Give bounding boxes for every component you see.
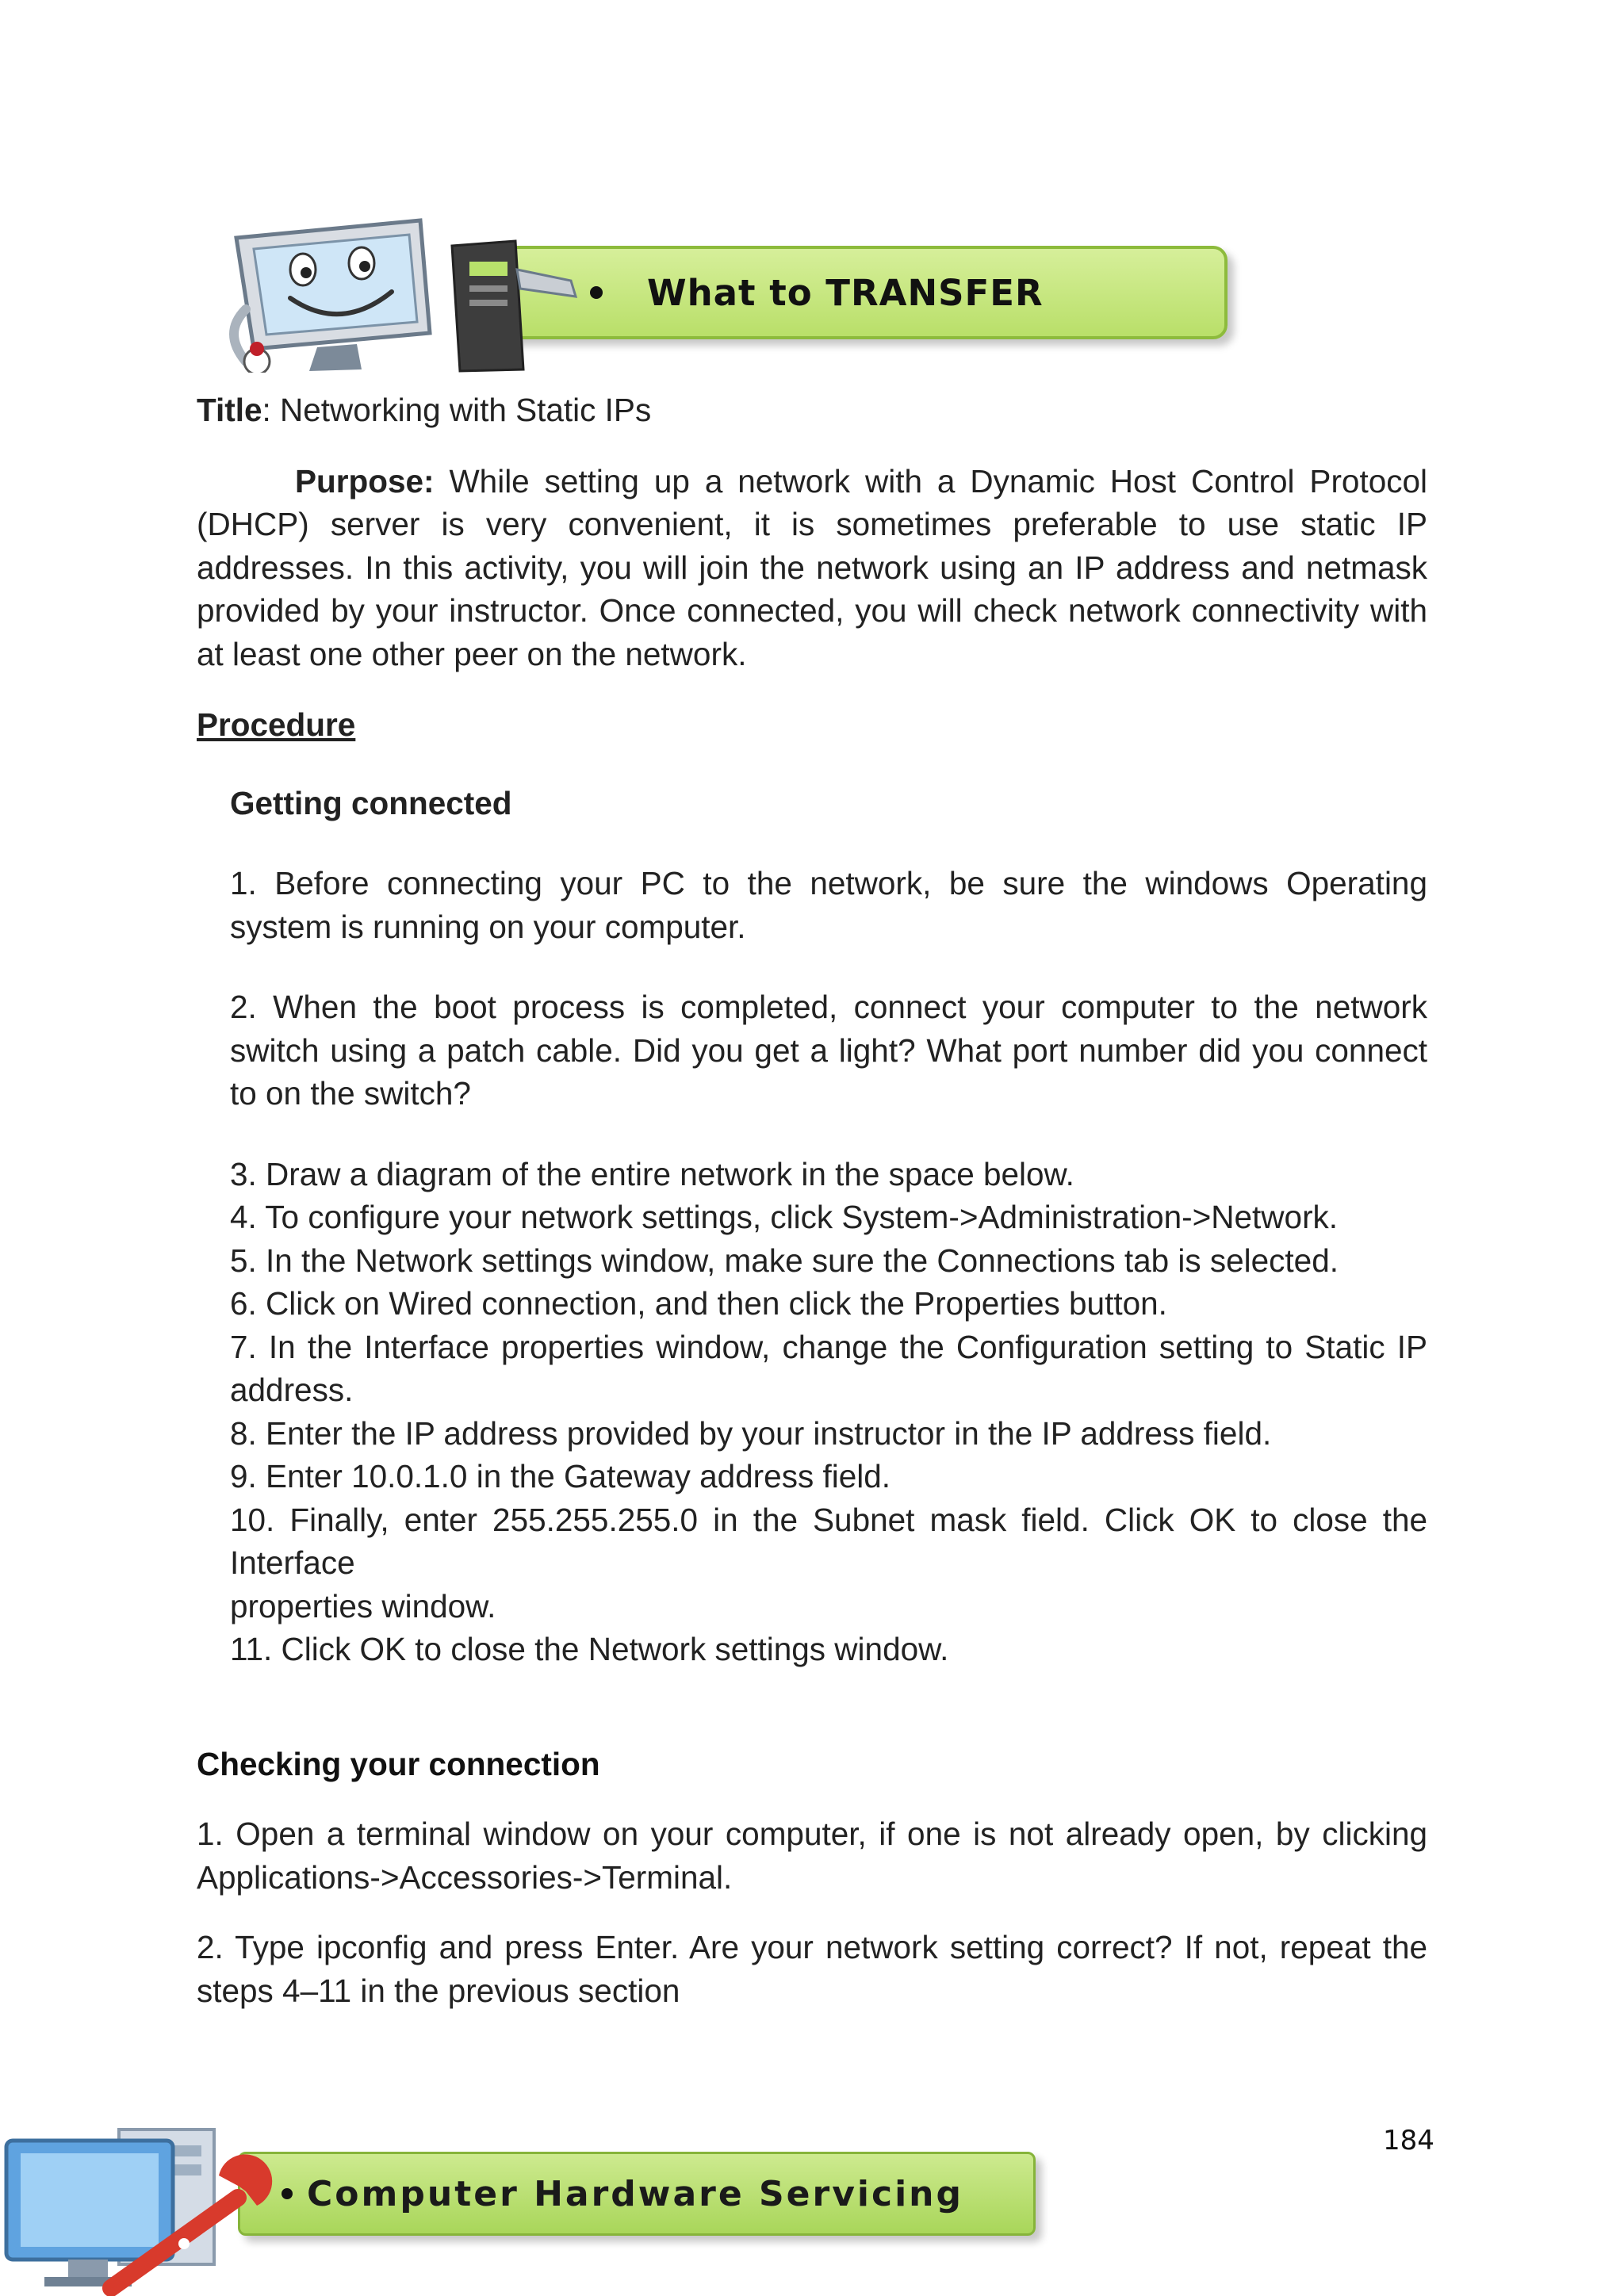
header-banner [222, 214, 1253, 373]
activity-title [197, 388, 1427, 432]
computer-wrench-icon [0, 2125, 333, 2296]
step-item: 4. To configure your network settings, click System->Administration->Network. [230, 1199, 1339, 1235]
header-ribbon [484, 246, 1228, 339]
step-item: 3. Draw a diagram of the entire network in the space below. [230, 1155, 1074, 1192]
procedure-heading: Procedure [197, 706, 356, 743]
section-title: What to TRANSFER [647, 271, 1044, 314]
step-item: 1. Before connecting your PC to the network, be sure the windows Operating system is running on your computer. [230, 865, 1427, 945]
computer-mascot-icon [222, 214, 587, 373]
check-step-item: 1. Open a terminal window on your computer, if one is not already open, by clicking Applications->Accessories->Terminal. [197, 1816, 1427, 1896]
step-item: 2. When the boot process is completed, connect your computer to the network switch using a patch cable. Did you get a light? What port number did you connect to on the switch? [230, 989, 1427, 1112]
bullet-icon [590, 286, 603, 299]
step-item: 9. Enter 10.0.1.0 in the Gateway address field. [230, 1458, 891, 1494]
footer-banner [0, 2125, 1063, 2296]
title-label: Title [197, 392, 262, 428]
purpose-text: While setting up a network with a Dynamic Host Control Protocol (DHCP) server is very convenient, it is sometimes preferable to use static IP addresses. In this activity, you will join the network using an IP address and netmask provided by your instructor. Once connected, you will check network connectivity with at least one other peer on the network. [197, 462, 1427, 672]
getting-connected-section [197, 782, 1427, 1671]
checking-connection-heading: Checking your connection [197, 1745, 600, 1782]
getting-connected-heading: Getting connected [230, 784, 512, 821]
footer-title: Computer Hardware Servicing [307, 2173, 963, 2214]
check-step-item: 2. Type ipconfig and press Enter. Are your network setting correct? If not, repeat the steps 4–11 in the previous section [197, 1929, 1427, 2009]
step-item: 10. Finally, enter 255.255.255.0 in the Subnet mask field. Click OK to close the Interface [230, 1501, 1427, 1581]
footer-ribbon [238, 2152, 1036, 2236]
document-body [197, 388, 1427, 2012]
step-item: 11. Click OK to close the Network settings window. [230, 1631, 949, 1667]
purpose-label: Purpose: [295, 462, 435, 499]
step-item: 6. Click on Wired connection, and then click the Properties button. [230, 1285, 1167, 1322]
step-item: 7. In the Interface properties window, change the Configuration setting to Static IP address. [230, 1328, 1427, 1408]
purpose-paragraph [197, 460, 1427, 676]
step-item: 8. Enter the IP address provided by your instructor in the IP address field. [230, 1414, 1272, 1452]
page-number: 184 [1383, 2125, 1434, 2156]
step-item: 5. In the Network settings window, make sure the Connections tab is selected. [230, 1242, 1339, 1279]
step-item: properties window. [230, 1587, 496, 1624]
title-text: : Networking with Static IPs [262, 392, 652, 428]
